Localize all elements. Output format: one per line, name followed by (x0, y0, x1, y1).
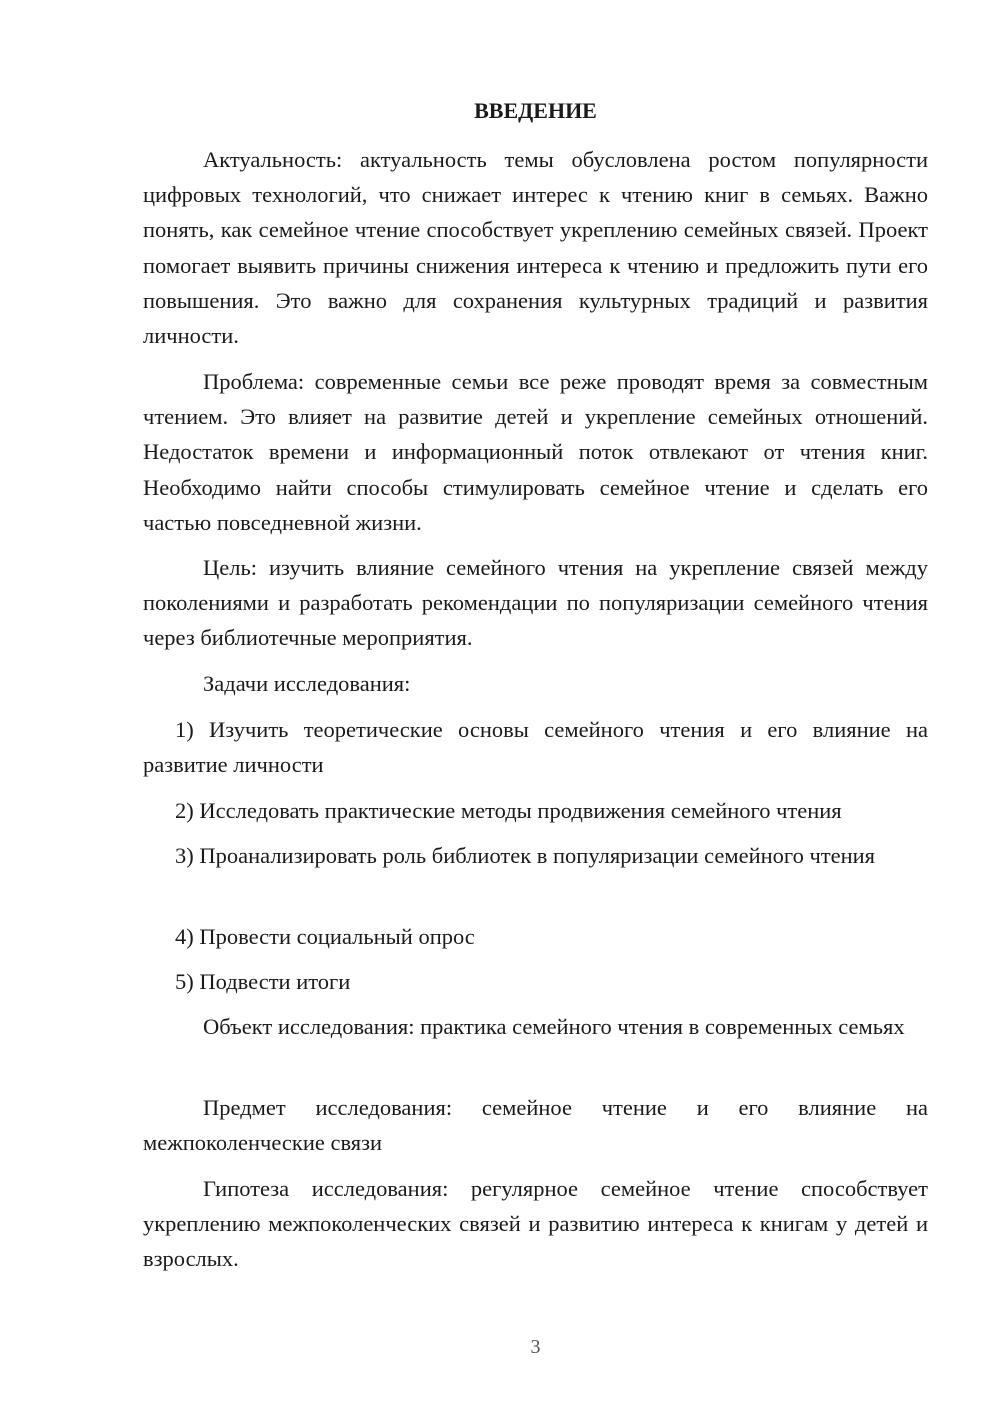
task-item-4: 4) Провести социальный опрос (175, 924, 475, 949)
task-item-2: 2) Исследовать практические методы продвижения семейного чтения (175, 798, 842, 823)
object-paragraph: Объект исследования: практика семейного чтения в современных семьях (203, 1014, 905, 1039)
section-title: ВВЕДЕНИЕ (474, 98, 597, 123)
problem-paragraph: Проблема: современные семьи все реже проводят время за совместным чтением. Это влияет на развитие детей и укрепление семейных отношений. Недостаток времени и информационный поток отвлекают от чтения книг. Необходимо найти способы стимулировать семейное чтение и сделать его частью повседневной жизни. (143, 369, 928, 535)
hypothesis-paragraph: Гипотеза исследования: регулярное семейное чтение способствует укреплению межпоколенческих связей и развитию интереса к книгам у детей и взрослых. (143, 1176, 928, 1272)
tasks-heading: Задачи исследования: (203, 671, 411, 696)
relevance-paragraph: Актуальность: актуальность темы обусловлена ростом популярности цифровых технологий, что снижает интерес к чтению книг в семьях. Важно понять, как семейное чтение способствует укреплению семейных связей. Проект помогает выявить причины снижения интереса к чтению и предложить пути его повышения. Это важно для сохранения культурных традиций и развития личности. (143, 147, 928, 349)
task-item-1: 1) Изучить теоретические основы семейного чтения и его влияние на развитие личности (143, 717, 928, 778)
goal-paragraph: Цель: изучить влияние семейного чтения на укрепление связей между поколениями и разработать рекомендации по популяризации семейного чтения через библиотечные мероприятия. (143, 555, 928, 651)
page-number: 3 (530, 1336, 541, 1358)
document-page (143, 0, 928, 1414)
task-item-3: 3) Проанализировать роль библиотек в популяризации семейного чтения (175, 843, 876, 868)
task-item-5: 5) Подвести итоги (175, 969, 351, 994)
subject-paragraph: Предмет исследования: семейное чтение и его влияние на межпоколенческие связи (143, 1095, 928, 1156)
